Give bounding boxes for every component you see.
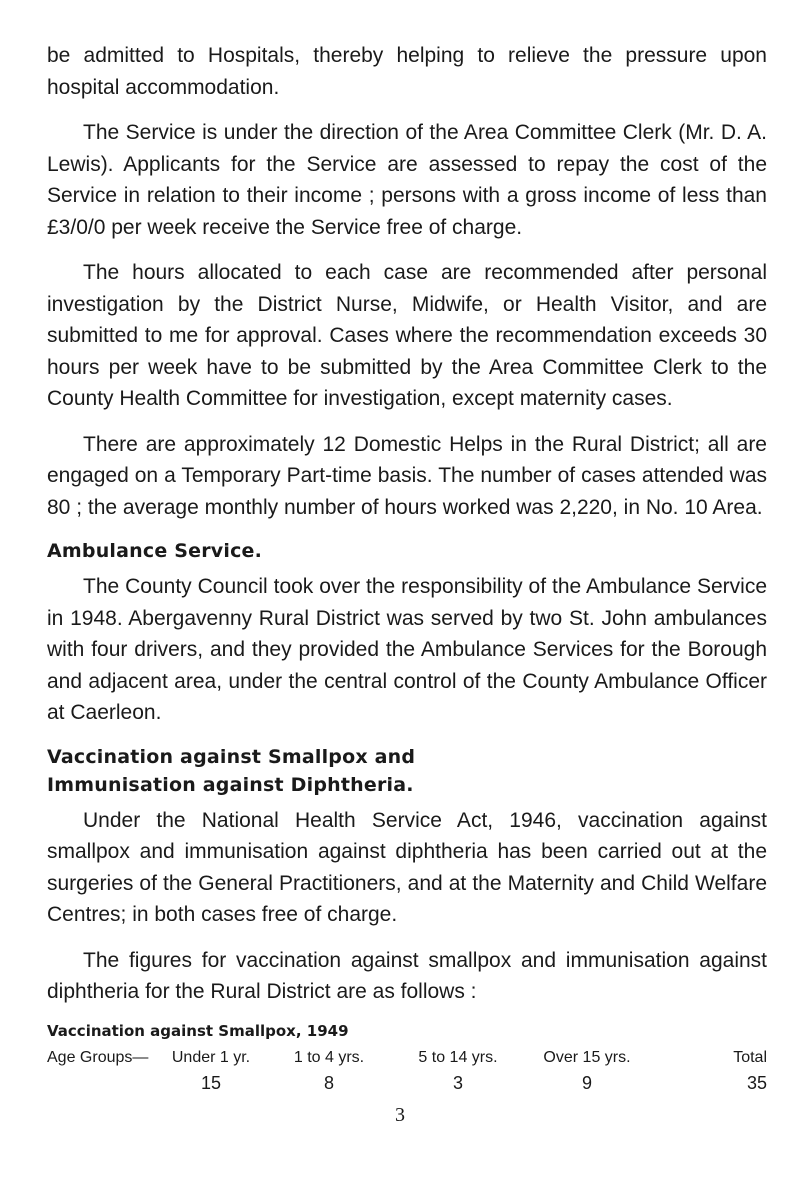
table-value-over-15: 9 bbox=[581, 1072, 592, 1093]
paragraph-hours-allocated: The hours allocated to each case are recommended after personal investigation by the District Nurse, Midwife, or Health Visitor, and are submitted to me for approval. Cases where the recommendation exceeds 30 hours per week have to be submitted by the Area Committee Clerk to the County Health Committee for investigation, except maternity cases. bbox=[47, 261, 767, 410]
paragraph-domestic-helps: There are approximately 12 Domestic Helps in the Rural District; all are engaged on a Temporary Part-time basis. The number of cases attended was 80 ; the average monthly number of hours worked was 2,220, in No. 10 Area. bbox=[47, 432, 767, 519]
vaccination-table bbox=[47, 1046, 767, 1096]
table-value-total: 35 bbox=[746, 1072, 767, 1093]
paragraph-service-direction: The Service is under the direction of the Area Committee Clerk (Mr. D. A. Lewis). Applicants for the Service are assessed to repay the cost of the Service in relation to their income ; persons with a gross income of less than £3/0/0 per week receive the Service free of charge. bbox=[47, 121, 767, 239]
table-header-total: Total bbox=[733, 1048, 767, 1066]
document-page bbox=[47, 40, 767, 1096]
paragraph-ambulance-service: The County Council took over the responsibility of the Ambulance Service in 1948. Abergavenny Rural District was served by two St. John ambulances with four drivers, and they provided the Ambulance Services for the Borough and adjacent area, under the central control of the County Ambulance Officer at Caerleon. bbox=[47, 575, 767, 724]
page-number: 3 bbox=[395, 1104, 405, 1126]
vaccination-heading bbox=[47, 743, 767, 799]
paragraph-vaccination-figures: The figures for vaccination against smallpox and immunisation against diphtheria for the Rural District are as follows : bbox=[47, 948, 767, 1003]
table-value-under-1: 15 bbox=[200, 1072, 222, 1093]
paragraph-vaccination-act: Under the National Health Service Act, 1946, vaccination against smallpox and immunisation against diphtheria has been carried out at the surgeries of the General Practitioners, and at the Maternity and Child Welfare Centres; in both cases free of charge. bbox=[47, 808, 767, 926]
vaccination-heading-line1: Vaccination against Smallpox and bbox=[47, 745, 416, 768]
table-value-1-to-4: 8 bbox=[323, 1072, 334, 1093]
table-header-under-1: Under 1 yr. bbox=[171, 1048, 251, 1066]
ambulance-heading: Ambulance Service. bbox=[47, 540, 263, 562]
vaccination-heading-line2: Immunisation against Diphtheria. bbox=[47, 773, 414, 796]
table-row-label: Age Groups— bbox=[47, 1048, 149, 1066]
table-header-1-to-4: 1 to 4 yrs. bbox=[293, 1048, 365, 1066]
vaccination-table-title: Vaccination against Smallpox, 1949 bbox=[47, 1021, 349, 1040]
table-value-5-to-14: 3 bbox=[452, 1072, 463, 1093]
paragraph-hospital-pressure: be admitted to Hospitals, thereby helping to relieve the pressure upon hospital accommodation. bbox=[47, 44, 767, 99]
table-header-5-to-14: 5 to 14 yrs. bbox=[418, 1048, 498, 1066]
table-header-over-15: Over 15 yrs. bbox=[543, 1048, 631, 1066]
